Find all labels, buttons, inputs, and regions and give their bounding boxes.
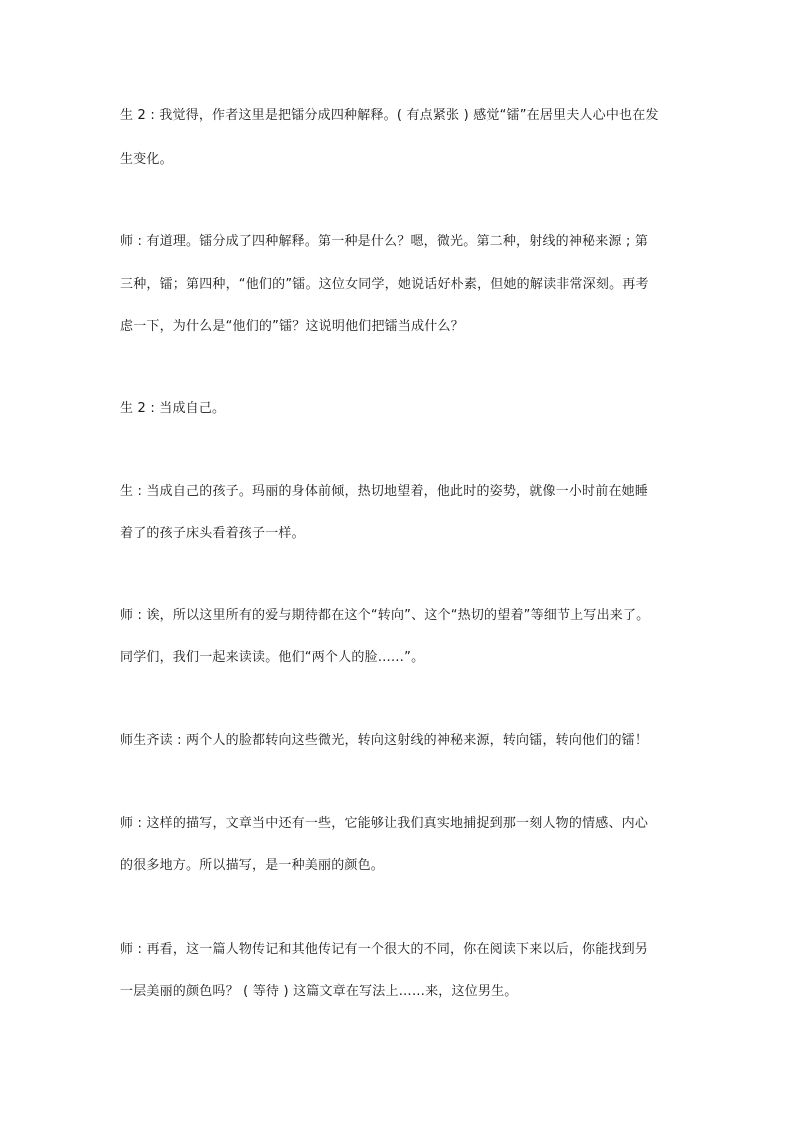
paragraph-5-line-2: 同学们，我们一起来读读。他们“两个人的脸……”。 [120, 650, 425, 665]
paragraph-8-line-2: 一层美丽的颜色吗？ ( 等待 ) 这篇文章在写法上……来，这位男生。 [120, 984, 518, 999]
paragraph-3-line-1: 生 2 : 当成自己。 [120, 401, 226, 416]
paragraph-8-line-1: 师 : 再看，这一篇人物传记和其他传记有一个很大的不同，你在阅读下来以后，你能找到另 [120, 942, 649, 957]
paragraph-4-line-2: 着了的孩子床头看着孩子一样。 [120, 526, 305, 541]
paragraph-1-line-2: 生变化。 [120, 152, 173, 167]
paragraph-5-line-1: 师 : 诶，所以这里所有的爱与期待都在这个“转向”、这个“热切的望着”等细节上写出来了。 [120, 608, 650, 623]
paragraph-4-line-1: 生 : 当成自己的孩子。玛丽的身体前倾，热切地望着，他此时的姿势，就像一小时前在她睡 [120, 484, 649, 499]
paragraph-2-line-1: 师 : 有道理。镭分成了四种解释。第一种是什么？嗯，微光。第二种，射线的神秘来源 ; 第 [120, 234, 649, 249]
paragraph-7-line-2: 的很多地方。所以描写，是一种美丽的颜色。 [120, 858, 385, 873]
paragraph-2-line-3: 虑一下，为什么是“他们的”镭？这说明他们把镭当成什么？ [120, 319, 464, 334]
paragraph-1-line-1: 生 2 : 我觉得，作者这里是把镭分成四种解释。( 有点紧张 ) 感觉“镭”在居里夫人心中也在发 [120, 108, 659, 123]
paragraph-2-line-2: 三种，镭；第四种，“他们的”镭。这位女同学，她说话好朴素，但她的解读非常深刻。再考 [120, 277, 649, 292]
paragraph-7-line-1: 师 : 这样的描写，文章当中还有一些，它能够让我们真实地捕捉到那一刻人物的情感、内心 [120, 816, 649, 831]
paragraph-6-line-1: 师生齐读 : 两个人的脸都转向这些微光，转向这射线的神秘来源，转向镭，转向他们的镭！ [120, 733, 649, 748]
